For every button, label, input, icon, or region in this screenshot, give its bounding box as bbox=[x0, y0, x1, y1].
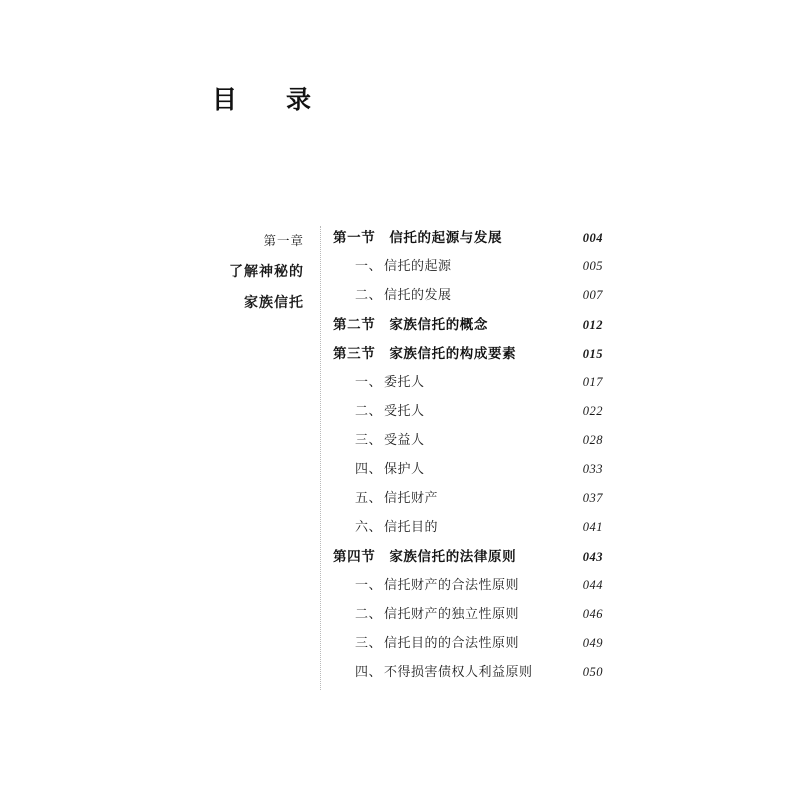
toc-entry-marker: 四、 bbox=[355, 461, 383, 476]
toc-entry-label bbox=[355, 255, 452, 274]
toc-entry-marker: 第二节 bbox=[333, 317, 376, 332]
toc-entry[interactable] bbox=[333, 661, 605, 690]
toc-entry[interactable] bbox=[333, 255, 605, 284]
chapter-title-line-2: 家族信托 bbox=[244, 296, 304, 311]
toc-entry-label bbox=[355, 661, 533, 680]
toc-entry-text: 信托财产的独立性原则 bbox=[384, 606, 520, 621]
toc-entry-label bbox=[355, 284, 452, 303]
toc-entry-marker: 四、 bbox=[355, 664, 383, 679]
toc-entry-label bbox=[333, 545, 516, 565]
toc-entry-label bbox=[355, 574, 519, 593]
chapter-label bbox=[215, 226, 320, 319]
toc-entry-page-number: 007 bbox=[582, 288, 603, 302]
toc-entry-list bbox=[320, 226, 605, 690]
toc-entry-page-number: 046 bbox=[582, 607, 603, 621]
toc-entry-text: 受益人 bbox=[384, 432, 425, 447]
toc-entry-page-number: 017 bbox=[582, 375, 603, 389]
toc-entry[interactable] bbox=[333, 400, 605, 429]
toc-entry-text: 信托财产的合法性原则 bbox=[384, 577, 520, 592]
table-of-contents bbox=[215, 226, 605, 690]
toc-entry-marker: 六、 bbox=[355, 519, 383, 534]
toc-entry-text: 家族信托的法律原则 bbox=[389, 549, 517, 564]
toc-entry-text: 家族信托的概念 bbox=[389, 317, 489, 332]
toc-entry-label bbox=[355, 516, 438, 535]
toc-entry-marker: 第三节 bbox=[333, 346, 376, 361]
toc-entry-label bbox=[355, 603, 519, 622]
chapter-block bbox=[215, 226, 605, 690]
chapter-number: 第一章 bbox=[263, 234, 304, 248]
page-title: 目 录 bbox=[212, 87, 324, 114]
toc-entry[interactable] bbox=[333, 371, 605, 400]
toc-entry-marker: 二、 bbox=[355, 403, 383, 418]
toc-entry-marker: 一、 bbox=[355, 374, 383, 389]
toc-entry-page-number: 033 bbox=[582, 462, 603, 476]
toc-entry-page-number: 028 bbox=[582, 433, 603, 447]
toc-entry-marker: 二、 bbox=[355, 606, 383, 621]
toc-entry-marker: 一、 bbox=[355, 258, 383, 273]
toc-entry-label bbox=[355, 371, 425, 390]
toc-entry-label bbox=[333, 342, 516, 362]
toc-entry-text: 信托的发展 bbox=[384, 287, 452, 302]
toc-entry-page-number: 050 bbox=[582, 665, 603, 679]
toc-entry[interactable] bbox=[333, 574, 605, 603]
toc-entry[interactable] bbox=[333, 458, 605, 487]
toc-entry[interactable] bbox=[333, 487, 605, 516]
toc-entry-label bbox=[333, 226, 502, 246]
toc-entry-label bbox=[333, 313, 488, 333]
toc-entry-page-number: 049 bbox=[582, 636, 603, 650]
toc-entry-text: 不得损害债权人利益原则 bbox=[384, 664, 533, 679]
toc-entry-page-number: 037 bbox=[582, 491, 603, 505]
toc-entry-label bbox=[355, 458, 425, 477]
toc-entry-text: 信托财产 bbox=[384, 490, 439, 505]
toc-entry-text: 保护人 bbox=[384, 461, 425, 476]
toc-entry-text: 委托人 bbox=[384, 374, 425, 389]
chapter-title-line-1: 了解神秘的 bbox=[229, 265, 304, 280]
toc-entry[interactable] bbox=[333, 429, 605, 458]
toc-entry-page-number: 043 bbox=[582, 550, 603, 564]
toc-entry[interactable] bbox=[333, 603, 605, 632]
toc-entry-page-number: 005 bbox=[582, 259, 603, 273]
toc-entry-text: 信托的起源 bbox=[384, 258, 452, 273]
toc-entry-label bbox=[355, 632, 519, 651]
toc-entry-text: 受托人 bbox=[384, 403, 425, 418]
toc-entry-marker: 二、 bbox=[355, 287, 383, 302]
toc-entry-text: 信托的起源与发展 bbox=[389, 230, 503, 245]
toc-entry[interactable] bbox=[333, 284, 605, 313]
toc-entry[interactable] bbox=[333, 342, 605, 371]
toc-entry-label bbox=[355, 400, 425, 419]
toc-entry[interactable] bbox=[333, 545, 605, 574]
toc-entry-page-number: 044 bbox=[582, 578, 603, 592]
toc-entry[interactable] bbox=[333, 313, 605, 342]
toc-entry-page-number: 022 bbox=[582, 404, 603, 418]
toc-entry-marker: 第四节 bbox=[333, 549, 376, 564]
toc-entry-marker: 五、 bbox=[355, 490, 383, 505]
toc-entry-label bbox=[355, 429, 425, 448]
toc-entry[interactable] bbox=[333, 516, 605, 545]
toc-entry-page-number: 004 bbox=[582, 231, 603, 245]
toc-entry-page-number: 012 bbox=[582, 318, 603, 332]
toc-entry-text: 信托目的 bbox=[384, 519, 439, 534]
toc-entry[interactable] bbox=[333, 226, 605, 255]
toc-entry-label bbox=[355, 487, 438, 506]
toc-entry-marker: 一、 bbox=[355, 577, 383, 592]
toc-entry-marker: 第一节 bbox=[333, 230, 376, 245]
toc-entry-marker: 三、 bbox=[355, 432, 383, 447]
toc-entry-page-number: 015 bbox=[582, 347, 603, 361]
toc-entry-text: 信托目的的合法性原则 bbox=[384, 635, 520, 650]
toc-entry-marker: 三、 bbox=[355, 635, 383, 650]
toc-entry[interactable] bbox=[333, 632, 605, 661]
toc-entry-text: 家族信托的构成要素 bbox=[389, 346, 517, 361]
toc-entry-page-number: 041 bbox=[582, 520, 603, 534]
